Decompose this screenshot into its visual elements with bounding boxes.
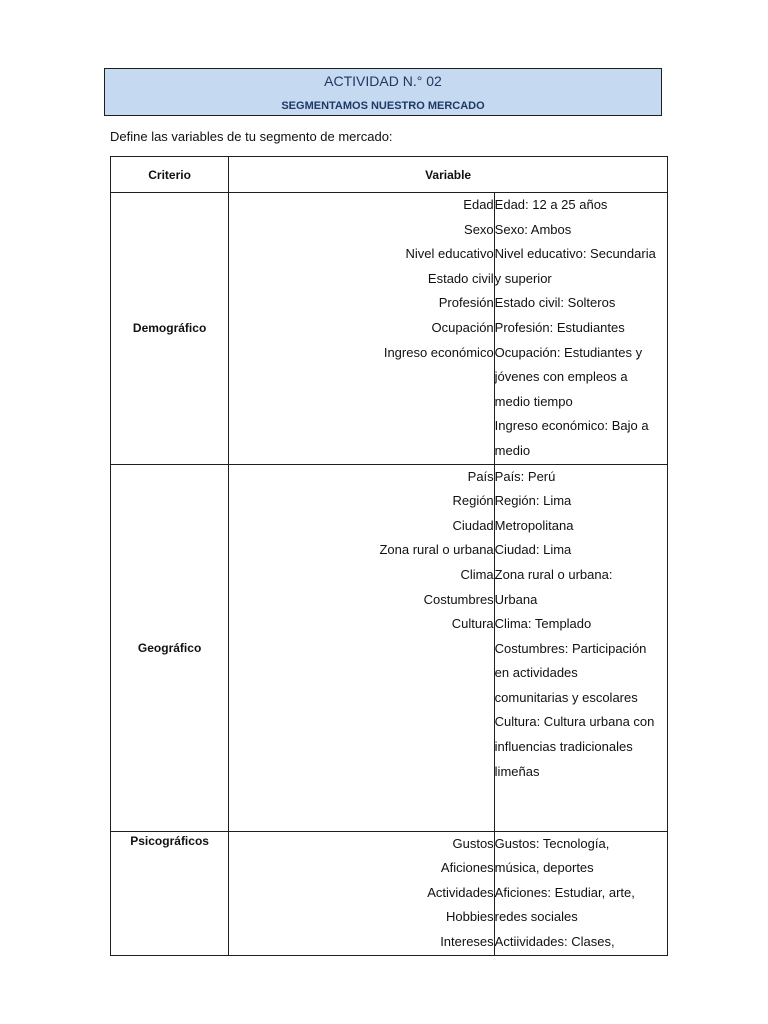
variable-item: Aficiones <box>440 860 494 876</box>
variable-item: Actividades <box>427 884 494 900</box>
variable-item: Región <box>452 493 494 509</box>
value-line: medio <box>494 442 531 458</box>
value-line: Metropolitana <box>494 517 574 533</box>
header-criterio: Criterio <box>111 157 229 193</box>
value-line: comunitarias y escolares <box>494 689 638 705</box>
variable-item: Cultura <box>451 616 494 632</box>
value-line: Zona rural o urbana: <box>494 566 613 582</box>
value-line: Estado civil: Solteros <box>494 295 616 311</box>
intro-text: Define las variables de tu segmento de mercado: <box>110 129 393 144</box>
value-line: Ocupación: Estudiantes y <box>494 344 643 360</box>
value-line: Ingreso económico: Bajo a <box>494 418 649 434</box>
value-line: limeñas <box>494 763 540 779</box>
values-cell <box>494 464 667 831</box>
value-line: Clima: Templado <box>494 616 592 632</box>
value-line: Profesión: Estudiantes <box>494 319 625 335</box>
value-line: Actiividades: Clases, <box>494 933 615 949</box>
value-line: jóvenes con empleos a <box>494 369 628 385</box>
table-row <box>111 464 668 831</box>
value-line: Cultura: Cultura urbana con <box>494 714 655 730</box>
variable-item: Gustos <box>452 835 494 851</box>
value-line: Región: Lima <box>494 493 572 509</box>
criterio-cell: Geográfico <box>111 464 229 831</box>
values-cell <box>494 193 667 465</box>
value-line: País: Perú <box>494 468 556 484</box>
table-header-row <box>111 157 668 193</box>
value-line: en actividades <box>494 665 578 681</box>
value-line: Nivel educativo: Secundaria <box>494 246 656 262</box>
activity-title: ACTIVIDAD N.° 02 <box>324 73 442 89</box>
activity-header <box>104 68 662 116</box>
variable-item: Intereses <box>440 933 494 949</box>
segment-table <box>110 156 668 956</box>
value-line: Edad: 12 a 25 años <box>494 197 608 212</box>
variables-cell <box>229 831 494 955</box>
variables-cell <box>229 193 494 465</box>
criterio-cell: Demográfico <box>111 193 229 465</box>
variable-item: Hobbies <box>445 909 494 925</box>
value-line: medio tiempo <box>494 393 573 409</box>
variable-item: Estado civil <box>427 270 494 286</box>
value-line: Aficiones: Estudiar, arte, <box>494 884 635 900</box>
variable-item: Sexo <box>464 221 494 237</box>
value-line: Ciudad: Lima <box>494 542 572 558</box>
header-variable: Variable <box>229 157 668 193</box>
variable-item: País <box>467 468 494 484</box>
value-line: Urbana <box>494 591 538 607</box>
variable-item: Nivel educativo <box>405 246 494 262</box>
value-line: música, deportes <box>494 860 594 876</box>
variables-cell <box>229 464 494 831</box>
variable-item: Ingreso económico <box>383 344 494 360</box>
value-line: Sexo: Ambos <box>494 221 572 237</box>
values-cell <box>494 831 667 955</box>
activity-subtitle: SEGMENTAMOS NUESTRO MERCADO <box>281 100 485 112</box>
value-line: influencias tradicionales <box>494 739 633 755</box>
value-line: Costumbres: Participación <box>494 640 647 656</box>
value-line: redes sociales <box>494 909 578 925</box>
variable-item: Ciudad <box>452 517 494 533</box>
table-row <box>111 193 668 465</box>
variable-item: Clima <box>460 566 494 582</box>
variable-item: Edad <box>463 197 494 212</box>
variable-item: Profesión <box>438 295 494 311</box>
variable-item: Ocupación <box>431 319 494 335</box>
value-line: Gustos: Tecnología, <box>494 835 610 851</box>
criterio-cell: Psicográficos <box>111 831 229 955</box>
variable-item: Costumbres <box>423 591 494 607</box>
variable-item: Zona rural o urbana <box>379 542 494 558</box>
table-row <box>111 831 668 955</box>
value-line: y superior <box>494 270 552 286</box>
